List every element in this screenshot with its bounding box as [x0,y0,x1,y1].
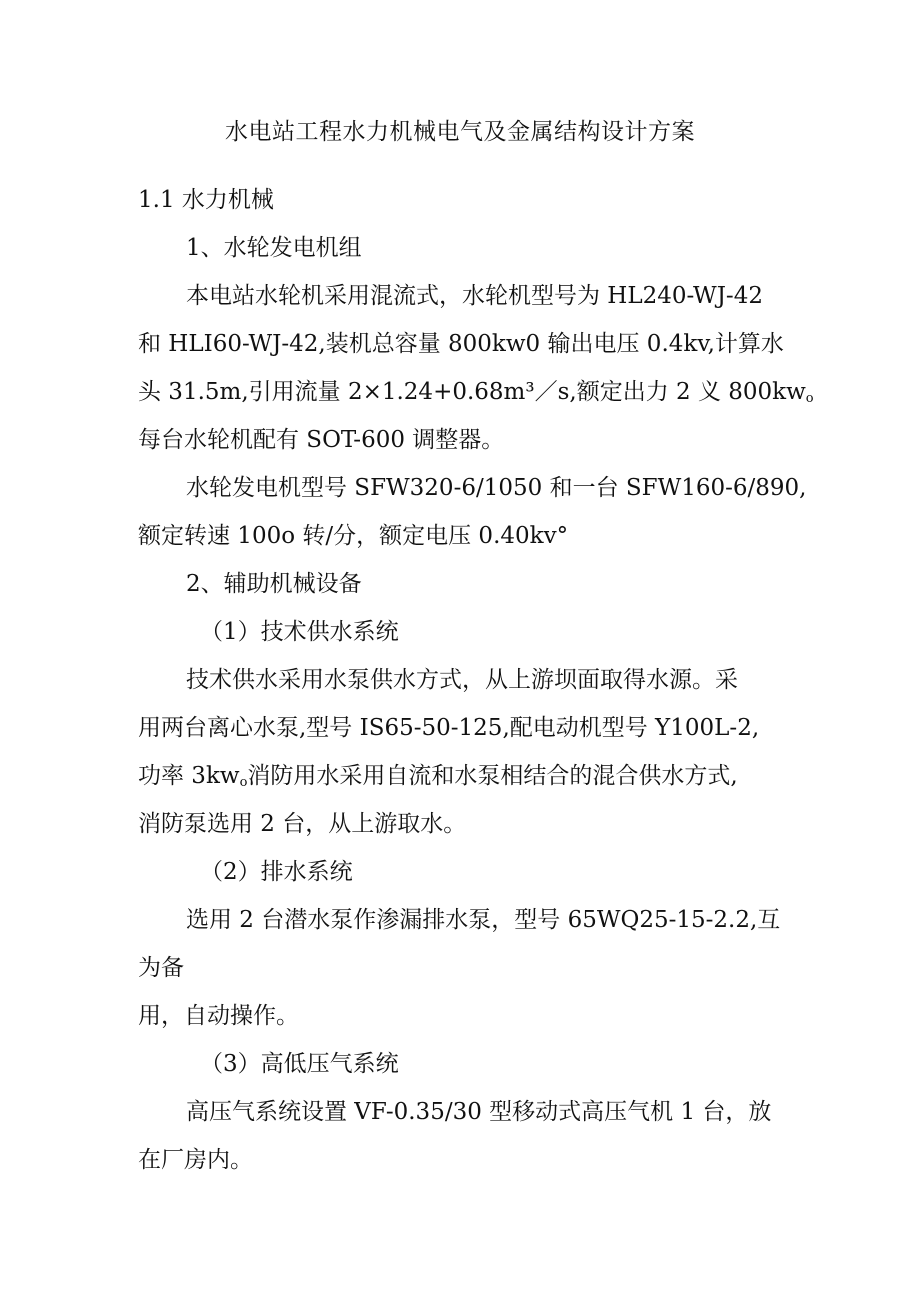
paragraph-line: 额定转速 100o 转/分，额定电压 0.40kv° [138,523,569,549]
item-heading: （3）高低压气系统 [200,1051,399,1077]
paragraph-line: 高压气系统设置 VF-0.35/30 型移动式高压气机 1 台，放 [186,1099,772,1125]
paragraph-line [138,372,814,419]
item-heading: （2）排水系统 [200,859,353,885]
item-heading: （1）技术供水系统 [200,619,399,645]
subscript-mark: o [805,391,814,406]
paragraph-line: 水轮发电机型号 SFW320-6/1050 和一台 SFW160-6/890, [186,475,807,501]
paragraph-line: 和 HLI60-WJ-42,装机总容量 800kw0 输出电压 0.4kv,计算水 [138,331,784,357]
paragraph-line: 用，自动操作。 [138,1003,299,1029]
paragraph-line [138,756,738,803]
paragraph-line: 每台水轮机配有 SOT-600 调整器。 [138,427,505,453]
subsection-heading: 2、辅助机械设备 [186,571,362,597]
paragraph-line: 在厂房内。 [138,1147,253,1173]
subscript-mark: o [239,775,248,790]
paragraph-line: 技术供水采用水泵供水方式，从上游坝面取得水源。采 [186,667,738,693]
paragraph-line: 本电站水轮机采用混流式，水轮机型号为 HL240-WJ-42 [186,283,763,309]
paragraph-line: 消防泵选用 2 台，从上游取水。 [138,811,467,837]
paragraph-line: 用两台离心水泵,型号 IS65-50-125,配电动机型号 Y100L-2, [138,715,760,741]
paragraph-text: 头 31.5m,引用流量 2×1.24+0.68m³／s,额定出力 2 义 800kw [138,379,806,405]
paragraph-line: 为备 [138,955,184,981]
paragraph-text: 消防用水采用自流和水泵相结合的混合供水方式, [247,763,738,789]
subsection-heading: 1、水轮发电机组 [186,235,362,261]
paragraph-text: 功率 3kw [138,763,240,789]
paragraph-line: 选用 2 台潜水泵作渗漏排水泵，型号 65WQ25-15-2.2,互 [186,907,781,933]
section-heading: 1.1 水力机械 [138,187,274,213]
document-title: 水电站工程水力机械电气及金属结构设计方案 [225,119,695,145]
